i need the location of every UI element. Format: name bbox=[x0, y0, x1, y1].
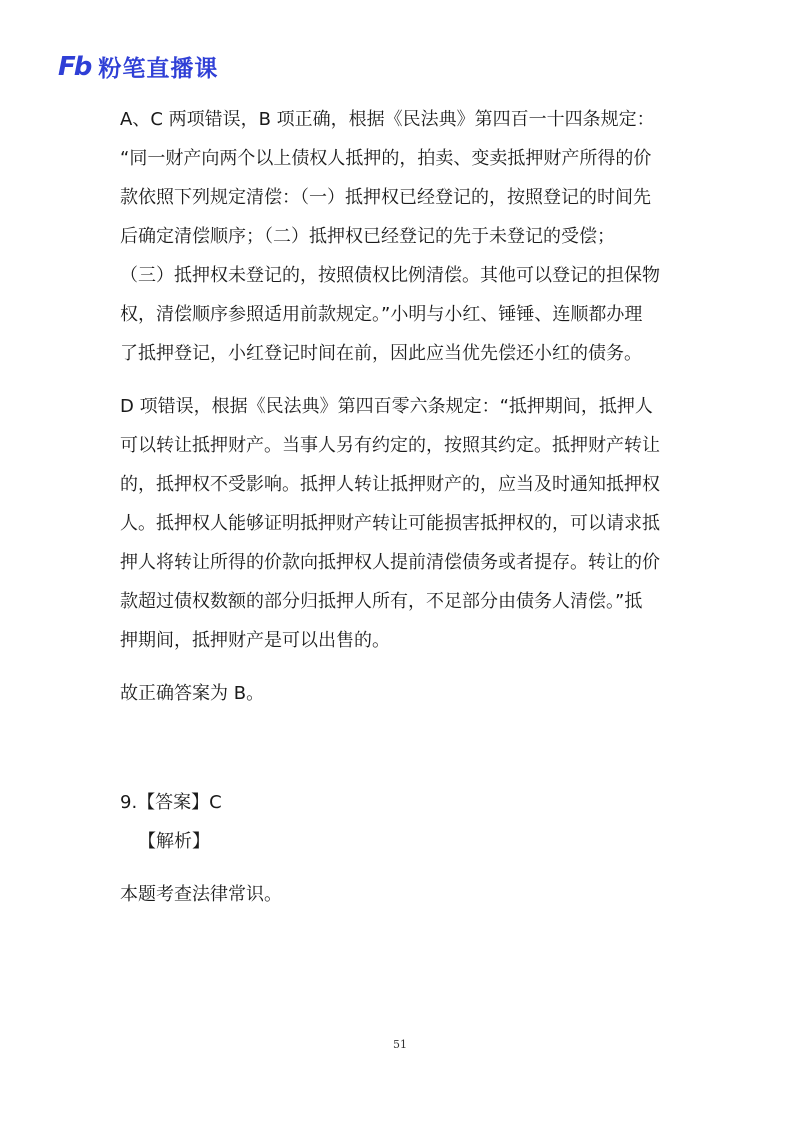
text-line: 款超过债权数额的部分归抵押人所有，不足部分由债务人清偿。”抵 bbox=[120, 591, 643, 612]
text-line: 押人将转让所得的价款向抵押权人提前清偿债务或者提存。转让的价 bbox=[120, 552, 660, 573]
text-line: 人。抵押权人能够证明抵押财产转让可能损害抵押权的，可以请求抵 bbox=[120, 513, 660, 534]
analysis-label: 【解析】 bbox=[138, 831, 210, 852]
text-line: D 项错误，根据《民法典》第四百零六条规定：“抵押期间，抵押人 bbox=[120, 396, 653, 417]
question-9-answer: 9.【答案】C bbox=[120, 792, 222, 813]
text-line: 可以转让抵押财产。当事人另有约定的，按照其约定。抵押财产转让 bbox=[120, 435, 660, 456]
text-line: 款依照下列规定清偿：（一）抵押权已经登记的，按照登记的时间先 bbox=[120, 187, 651, 208]
brand-name: 粉笔直播课 bbox=[98, 56, 219, 82]
fenbi-logo-icon: Fb bbox=[58, 51, 91, 82]
conclusion: 故正确答案为 B。 bbox=[120, 683, 265, 704]
text-line: 权，清偿顺序参照适用前款规定。”小明与小红、锤锤、连顺都办理 bbox=[120, 304, 643, 325]
page-number: 51 bbox=[393, 1038, 407, 1051]
text-line: 了抵押登记，小红登记时间在前，因此应当优先偿还小红的债务。 bbox=[120, 343, 642, 364]
brand-header bbox=[58, 50, 218, 83]
text-line: （三）抵押权未登记的，按照债权比例清偿。其他可以登记的担保物 bbox=[120, 265, 660, 286]
text-line: “同一财产向两个以上债权人抵押的，拍卖、变卖抵押财产所得的价 bbox=[120, 148, 652, 169]
analysis-text: 本题考查法律常识。 bbox=[120, 884, 282, 905]
text-line: 的，抵押权不受影响。抵押人转让抵押财产的，应当及时通知抵押权 bbox=[120, 474, 660, 495]
text-line: 押期间，抵押财产是可以出售的。 bbox=[120, 630, 390, 651]
paragraph-d-explanation bbox=[120, 387, 680, 660]
paragraph-ac-explanation bbox=[120, 100, 680, 373]
text-line: A、C 两项错误，B 项正确，根据《民法典》第四百一十四条规定： bbox=[120, 109, 655, 130]
document-body bbox=[120, 100, 680, 914]
text-line: 后确定清偿顺序；（二）抵押权已经登记的先于未登记的受偿； bbox=[120, 226, 615, 247]
